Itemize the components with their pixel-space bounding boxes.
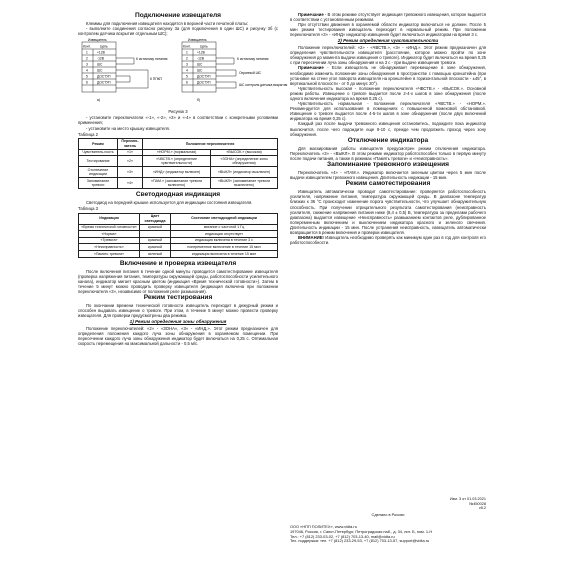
terminal-circuit: ШС	[97, 68, 103, 73]
heading-led: Светодиодная индикация	[135, 191, 221, 199]
terminal-circuit: ШС	[197, 62, 203, 67]
para-terminals: Клеммы для подключения извещателя находятся в верхней части печатной платы:	[86, 21, 249, 26]
led-table	[78, 213, 278, 258]
table-cell: «ПАМ.» (запоминание тревоги включено)	[143, 178, 211, 189]
terminal-number: 2	[186, 56, 188, 61]
table2-header-switch: Переклю-чатель	[118, 138, 143, 149]
para-normal-sensitivity: Чувствительность нормальная - положение переключателя «ЧВСТВ.» - «НОРМ.». Рекомендуется для использования в помещениях с повышенной помеховой обстановкой. Извещение о тревоге выдается после 4-5-ти шагов в зоне обнаружения (после двух включений индикатора на время 0,25 с).	[290, 101, 486, 122]
diagram-a-sub: а)	[97, 98, 100, 103]
table-cell: «Память тревоги»	[79, 250, 140, 257]
diagram-a-label-power: К источнику питания	[136, 57, 168, 62]
para-zone-mode: Положение переключателей: «2» - «ЗОНА», «3» - «ИНД.». Этот режим предназначен для определения положения каждого луча зоны обнаружения в охраняемом помещении. При пересечении каждого луча зоны обнаружения индикатор будет включаться на 0,25 с. Оптимальная скорость перемещения на максимальной дальности - 0,5 м/с.	[78, 325, 278, 347]
diagram-a-col-kont: Конт.	[83, 44, 91, 49]
note1-label: Примечание	[298, 12, 324, 17]
para-alarm-memory: Переключатель «4» - «ПАМ.». Индикатор включается зеленым цветом через 5 мин после выдачи извещателем тревожного извещения. Длительность индикации - 15 мин.	[290, 170, 486, 181]
table-cell: красный	[140, 224, 171, 231]
para-led: Светодиод на передней крышке используется для индикации состояния извещателя.	[86, 200, 253, 206]
para-self-test: Извещатель автоматически проводит самотестирование: проверяется работоспособность усилителя, напряжение питания, температура окружающей среды. В диапазоне температур близких к 36 °С происходит изменение порога чувствительности, что улучшает обнаружительную способность. При получении отрицательного результата самотестирования (неисправность усилителя, снижение напряжения питания ниже (8,4 ± 0,5) В, температура за пределами рабочего диапазона) выдается извещение «Неисправность» размыканием контактов реле, дублированное попеременным включением и выключением индикатора красного и зеленого свечения. Длительность индикации - 15 мин. После устранения неисправность, извещатель автоматически возвращается в режим включения и проверки извещателя.	[290, 189, 486, 235]
table-row	[79, 237, 278, 244]
terminal-number: 5	[186, 74, 188, 79]
company-info	[290, 525, 486, 544]
table-cell: индикация отсутствует	[171, 231, 278, 238]
terminal-circuit: ДОСТУП	[97, 80, 111, 85]
table-cell: «Норма»	[79, 231, 140, 238]
right-column	[290, 12, 486, 245]
diagram-b-label-shs: Охранный ШС	[239, 71, 262, 76]
table-cell: мигание с частотой 1 Гц	[171, 224, 278, 231]
para-note1	[290, 12, 486, 22]
revision-issue: Изм. 3 от 01.03.2021	[449, 497, 486, 501]
diagram-b-label-ctrl: ШС контроля датчика вскрытия	[239, 83, 288, 88]
diagram-a-col-cep: Цепь	[100, 44, 108, 49]
revision-version: v5.2	[478, 506, 486, 511]
terminal-circuit: ДОСТУП	[197, 74, 211, 79]
terminal-circuit: +12В	[197, 50, 205, 55]
terminal-number: 3	[86, 62, 88, 67]
table-cell: «ВЫКЛ» (запоминание тревоги выключено)	[211, 178, 278, 189]
table-row	[79, 156, 278, 167]
note3-text: - Если извещатель не обнаруживает перемещение в зоне обнаружения, необходимо изменить положение зоны обнаружения в пространстве с помощью кронштейна (при установке на стене угол поворота извещателя на кронштейне в горизонтальной плоскости - ±45°, в вертикальной плоскости - от 0 до минус 20°).	[290, 65, 486, 86]
heading-alarm-memory: Запоминание тревожного извещения	[327, 161, 449, 169]
table-cell: «НОРМ.» (нормальная)	[143, 149, 211, 156]
terminal-circuit: ШС	[197, 68, 203, 73]
switch-table	[78, 138, 278, 190]
table-cell: «Неисправность»	[79, 244, 140, 251]
diagram-b-col-kont: Конт.	[183, 44, 191, 49]
heading-power-on: Включение и проверка извещателя	[119, 259, 237, 267]
para-disable-indicator: Для маскирования работы извещателя предусмотрен режим отключения индикатора. Переключатель «3» - «ВЫКЛ». В этом режиме индикатор работоспособен только в первую минуту после подачи питания, а также в режимах «Память тревоги» и «Неисправность».	[290, 145, 486, 161]
heading-zone-mode: 1) Режим определения зоны обнаружения	[129, 319, 227, 325]
table-cell: индикация включена в течение 3 с	[171, 237, 278, 244]
figure-caption: Рисунок 3	[168, 109, 188, 115]
table-cell: красный	[140, 244, 171, 251]
heading-disable-indicator: Отключение индикатора	[347, 136, 429, 144]
table-cell: красный	[140, 237, 171, 244]
revision-block	[420, 497, 486, 511]
note1-text: - В этом режиме отсутствует индикация тревожного извещения, которое выдается в соответствии с установленным режимом.	[290, 12, 486, 23]
made-in: Сделано в России	[371, 512, 405, 517]
company-address: 197046, Россия, г. Санкт-Петербург, Петроградская наб., д. 34, лит. Б, пом. 1-Н	[290, 528, 433, 534]
table-cell: индикация включена в течение 15 мин	[171, 250, 278, 257]
attention-text: Извещатель необходимо проверять как минимум один раз в год для контроля его работоспособности.	[290, 235, 486, 246]
table-row	[79, 231, 278, 238]
table-cell: «ЗОНА» (определение зоны обнаружения)	[211, 156, 278, 167]
table-cell: Запоминание тревоги	[79, 178, 118, 189]
para-power-on: После включения питания в течение одной минуты проводится самотестирование извещателя (проверка напряжения питания, температуры окружающей среды, работоспособности усилительного канала), индикатор мигает красным цветом (индикация «Время технической готовности»). Затем в течение 5 минут можно проводить проверку извещателя (индикация включена при положении переключателя «3», независимо от положения реле размыкания).	[78, 268, 278, 294]
table-cell: «ВЫКЛ» (индикатор выключен)	[211, 167, 278, 178]
wiring-diagram	[78, 38, 288, 108]
para-switches: - установите переключатели «-1», «-2», «3» и «-4» в соответствии с конкретными условиями применения;	[78, 115, 278, 126]
terminal-number: 5	[86, 74, 88, 79]
company-name: ООО «НПП ПОЛИТЕХ», www.vidta.ru	[290, 524, 357, 529]
table-cell: «1»	[118, 149, 143, 156]
para-note3	[290, 65, 486, 85]
terminal-number: 2	[86, 56, 88, 61]
table-row	[79, 178, 278, 189]
heading-self-test: Режим самотестирования	[345, 180, 431, 188]
table-cell: «4»	[118, 178, 143, 189]
terminal-number: 1	[186, 50, 188, 55]
terminal-number: 6	[186, 80, 188, 85]
table-cell	[140, 231, 171, 238]
para-high-sensitivity: Чувствительность высокая - положение переключателя «ЧВСТВ.» - «ВЫСОК.». Основной режим работы. Извещение о тревоге выдается после 2-4-х шагов в зоне обнаружения (после одного включения индикатора на время 0,25 с).	[290, 85, 486, 101]
para-wiring: - выполните соединения согласно рисунку 3а (для подключения в один ШС) и рисунку 3б (с контролем датчика вскрытия отдельным ШС);	[78, 26, 278, 37]
terminal-circuit: -12В	[97, 56, 104, 61]
table-row	[79, 149, 278, 156]
table-cell: «ЧВСТВ.» (определение чувствительности)	[143, 156, 211, 167]
diagram-b-title: Извещатель	[188, 38, 207, 43]
terminal-circuit: -12В	[197, 56, 204, 61]
terminal-number: 3	[186, 62, 188, 67]
table-cell: Чувствитель-ность	[79, 149, 118, 156]
diagram-a-label-ppk: К ППКП	[150, 77, 162, 82]
terminal-number: 4	[186, 68, 188, 73]
para-after-alarm: Каждый раз после выдачи тревожного извещения остановитесь, подождите пока индикатор выключится, после чего подождите еще 8-10 с, прежде чем продолжить проход через зону обнаружения.	[290, 121, 486, 137]
table-cell: зеленый	[140, 250, 171, 257]
para-cover: - установите на место крышку извещателя.	[86, 125, 170, 131]
table-cell: попеременное включение в течение 15 мин	[171, 244, 278, 251]
table-cell: Отключение индикации	[79, 167, 118, 178]
table-cell: «Тревога»	[79, 237, 140, 244]
heading-sensitivity-mode: 2) Режим определения чувствительности	[337, 38, 439, 44]
diagram-a-title: Извещатель	[88, 38, 107, 43]
terminal-number: 1	[86, 50, 88, 55]
wiring-diagram-svg	[78, 38, 288, 108]
terminal-circuit: ДОСТУП	[197, 80, 211, 85]
note3-label: Примечание	[298, 65, 324, 71]
diagram-b-label-power: К источнику питания	[237, 57, 269, 62]
heading-connection: Подключение извещателя	[134, 12, 222, 19]
terminal-number: 6	[86, 80, 88, 85]
table3-title: Таблица 3	[78, 206, 98, 212]
table-row	[79, 244, 278, 251]
table-cell: «ИНД» (индикатор включен)	[143, 167, 211, 178]
company-phone: Тел.: +7 (812) 233-03-02, +7 (812) 703-13-40, mail@vidta.ru	[290, 533, 395, 539]
company-support: Тех. поддержка: тел. +7 (812) 233-29-53, +7 (812) 703-13-57, support@vidta.ru	[290, 538, 430, 544]
table3-header-color: Цвет светодиода	[140, 213, 171, 224]
para-attention	[290, 235, 486, 245]
heading-test: Режим тестирования	[143, 293, 213, 301]
table3-header-state: Состояние светодиодной индикации	[171, 213, 278, 224]
para-test: По окончании времени технической готовности извещатель переходит в дежурный режим и способен выдавать извещение о тревоге. При этом, в течение 5 минут можно провести проверку извещателя. Для проверки предусмотрены два режима.	[78, 302, 278, 319]
table-row	[79, 167, 278, 178]
table-cell: «ВЫСОК.» (высокая)	[211, 149, 278, 156]
terminal-circuit: ШС	[97, 62, 103, 67]
table-cell: Тестирование	[79, 156, 118, 167]
attention-label: ВНИМАНИЕ!	[298, 235, 324, 241]
table3-header-indication: Индикация	[79, 213, 140, 224]
terminal-circuit: +12В	[97, 50, 105, 55]
table-cell: «Время технической готовности»	[79, 224, 140, 231]
terminal-number: 4	[86, 68, 88, 73]
para-sensitivity-mode: Положение переключателей: «2» - «ЧВСТВ.», «3» - «ИНД.». Этот режим предназначен для определения чувствительности извещателя (расстояние, которое можно пройти по зоне обнаружения до момента выдачи извещения о тревоге). Индикатор будет включаться на время 0,25 с при пересечении луча зоны обнаружения и на 3 с - при выдаче извещения тревоги.	[290, 45, 486, 66]
table-row	[79, 250, 278, 257]
table2-title: Таблица 2	[78, 131, 98, 137]
para-note2: При отсутствии движения в охраняемой области индикатор включаться не должен. После 5 мин режим тестирования извещатель переходит в нормальный режим. При положении переключателя «3» - «ИНД» индикатор извещения будет включаться индикатором на время 3 с.	[290, 22, 486, 38]
terminal-circuit: ДОСТУП	[97, 74, 111, 79]
left-column	[78, 12, 288, 347]
table-cell: «2»	[118, 156, 143, 167]
revision-doc-number: №450028	[469, 501, 486, 506]
diagram-b-col-cep: Цепь	[200, 44, 208, 49]
diagram-b-sub: б)	[197, 98, 200, 103]
table2-header-position: Положение переключателя	[143, 138, 278, 149]
table2-header-mode: Режим	[79, 138, 118, 149]
table-row	[79, 224, 278, 231]
table-cell: «3»	[118, 167, 143, 178]
